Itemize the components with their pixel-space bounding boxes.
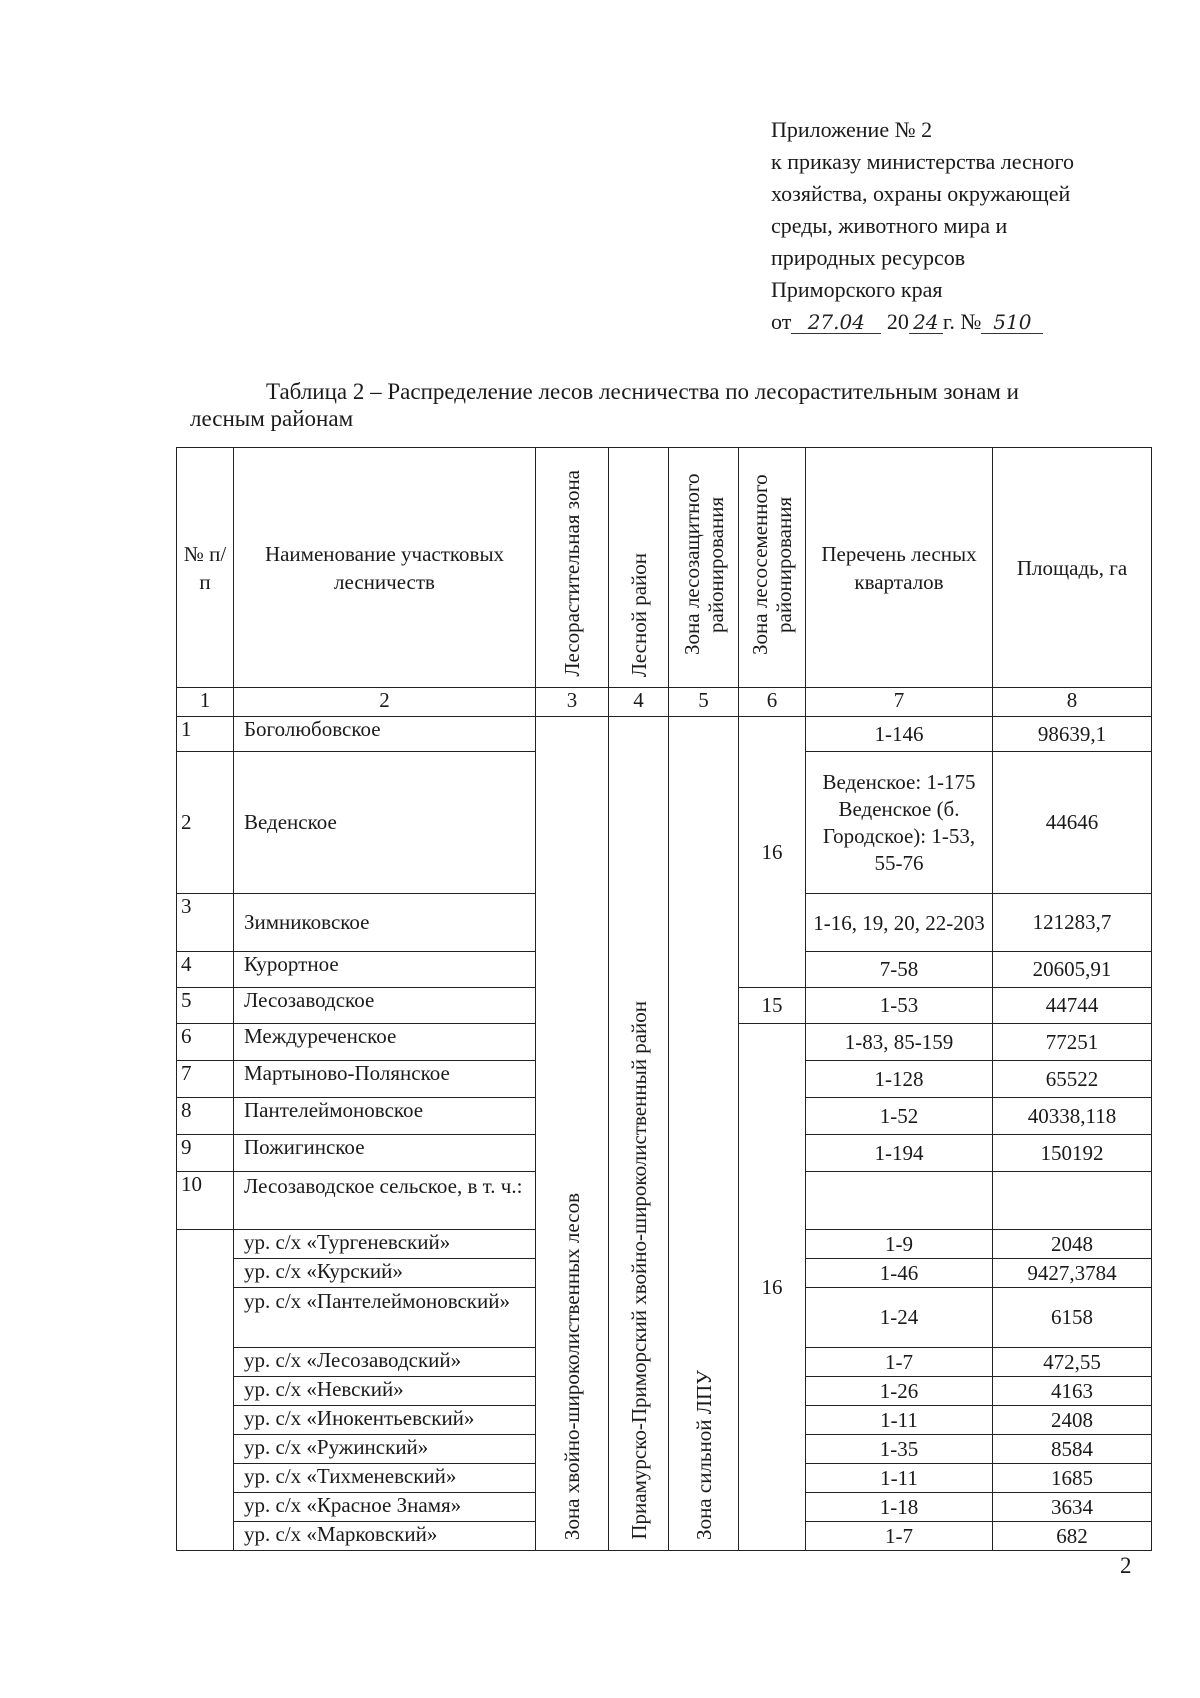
row-area: 1685 [993,1464,1152,1493]
header-protect-text: Зона лесозащитного районирования [679,473,728,656]
row-name: ур. с/х «Курский» [234,1259,536,1288]
merged-region-cell [609,717,669,1551]
row-num: 6 [177,1024,234,1061]
row-area: 77251 [993,1024,1152,1061]
row-quarters: 1-194 [806,1135,993,1172]
header-region-text: Лесной район [626,552,651,677]
caption-line-1: Таблица 2 – Распределение лесов лесничества по лесорастительным зонам и [266,379,1019,404]
row-name: Зимниковское [234,894,536,952]
col-number: 4 [609,688,669,717]
row-quarters: 1-46 [806,1259,993,1288]
row-area: 44744 [993,988,1152,1024]
col-number: 7 [806,688,993,717]
row-name: ур. с/х «Невский» [234,1377,536,1406]
merged-zone-cell [536,717,609,1551]
row-area: 8584 [993,1435,1152,1464]
row-name: Мартыново-Полянское [234,1061,536,1098]
seed-zone-cell: 16 [739,1024,806,1551]
row-quarters: 1-18 [806,1493,993,1522]
row-quarters: 1-7 [806,1522,993,1551]
row-area: 40338,118 [993,1098,1152,1135]
col-number: 5 [669,688,739,717]
seed-zone-cell: 15 [739,988,806,1024]
col-number: 1 [177,688,234,717]
row-num: 7 [177,1061,234,1098]
row-quarters: 1-35 [806,1435,993,1464]
header-quarters: Перечень лесных кварталов [806,448,993,688]
row-quarters [806,1172,993,1230]
row-quarters: 1-16, 19, 20, 22-203 [806,894,993,952]
row-quarters: 7-58 [806,952,993,988]
date-year-prefix: 20 [886,309,909,334]
header-name: Наименование участковых лесничеств [234,448,536,688]
row-area: 20605,91 [993,952,1152,988]
appendix-line: хозяйства, охраны окружающей [771,181,1071,206]
date-prefix: от [771,309,792,334]
row-name: Боголюбовское [234,717,536,752]
row-num: 1 [177,717,234,752]
row-name: ур. с/х «Красное Знамя» [234,1493,536,1522]
row-quarters: 1-146 [806,717,993,752]
merged-region-text: Приамурско-Приморский хвойно-широколиственный район [626,1001,651,1540]
row-area: 150192 [993,1135,1152,1172]
row-name: ур. с/х «Марковский» [234,1522,536,1551]
row-num: 4 [177,952,234,988]
col-number: 2 [234,688,536,717]
row-name: Лесозаводское [234,988,536,1024]
header-area: Площадь, га [993,448,1152,688]
row-name: ур. с/х «Лесозаводский» [234,1348,536,1377]
row-num: 2 [177,752,234,894]
row-num [177,1230,234,1551]
row-quarters: Веденское: 1-175 Веденское (б. Городское): 1-53, 55-76 [806,752,993,894]
row-num: 5 [177,988,234,1024]
col-number: 8 [993,688,1152,717]
appendix-line: Приложение № 2 [771,117,933,142]
row-name: Пожигинское [234,1135,536,1172]
date-day: 27.04 [791,311,881,334]
column-number-row [177,688,1152,717]
row-name: Междуреченское [234,1024,536,1061]
table-row [177,717,1152,752]
seed-zone-cell: 16 [739,717,806,988]
row-area: 65522 [993,1061,1152,1098]
row-area: 44646 [993,752,1152,894]
row-quarters: 1-52 [806,1098,993,1135]
header-row [177,448,1152,688]
row-num: 8 [177,1098,234,1135]
row-quarters: 1-7 [806,1348,993,1377]
row-area: 2048 [993,1230,1152,1259]
forest-distribution-table [176,447,1152,1551]
appendix-line: Приморского края [771,277,943,302]
row-area: 2408 [993,1406,1152,1435]
row-area: 9427,3784 [993,1259,1152,1288]
row-num: 9 [177,1135,234,1172]
header-region [609,448,669,688]
date-year-suffix: г. № [942,309,982,334]
row-area: 121283,7 [993,894,1152,952]
row-name: Пантелеймоновское [234,1098,536,1135]
col-number: 6 [739,688,806,717]
row-name: ур. с/х «Пантелеймоновский» [234,1288,536,1348]
appendix-line: природных ресурсов [771,245,966,270]
header-num: № п/п [177,448,234,688]
row-area: 6158 [993,1288,1152,1348]
row-quarters: 1-24 [806,1288,993,1348]
header-seed-text: Зона лесосеменного районирования [748,474,796,655]
appendix-line: к приказу министерства лесного [771,149,1075,174]
header-zone-text: Лесорастительная зона [560,470,584,677]
row-area: 3634 [993,1493,1152,1522]
merged-protect-cell [669,717,739,1551]
page-number: 2 [1120,1553,1132,1578]
row-quarters: 1-9 [806,1230,993,1259]
date-year: 24 [909,311,943,334]
row-quarters: 1-11 [806,1406,993,1435]
row-quarters: 1-83, 85-159 [806,1024,993,1061]
row-quarters: 1-11 [806,1464,993,1493]
order-number: 510 [981,311,1043,334]
header-seed [739,448,806,688]
row-name: ур. с/х «Тургеневский» [234,1230,536,1259]
row-quarters: 1-128 [806,1061,993,1098]
row-name: ур. с/х «Тихменевский» [234,1464,536,1493]
order-date-line [771,306,1131,338]
header-zone [536,448,609,688]
col-number: 3 [536,688,609,717]
row-name: ур. с/х «Ружинский» [234,1435,536,1464]
merged-protect-text: Зона сильной ЛПУ [691,1370,716,1540]
row-num: 10 [177,1172,234,1230]
row-area: 4163 [993,1377,1152,1406]
row-name: Курортное [234,952,536,988]
row-name: ур. с/х «Инокентьевский» [234,1406,536,1435]
row-quarters: 1-53 [806,988,993,1024]
header-protect [669,448,739,688]
merged-zone-text: Зона хвойно-широколиственных лесов [560,1192,584,1540]
row-quarters: 1-26 [806,1377,993,1406]
caption-line-2: лесным районам [190,406,354,431]
row-name: Веденское [234,752,536,894]
row-area: 682 [993,1522,1152,1551]
row-area: 98639,1 [993,717,1152,752]
table-caption [190,378,1150,432]
appendix-block [771,114,1131,338]
row-area: 472,55 [993,1348,1152,1377]
row-area [993,1172,1152,1230]
row-num: 3 [177,894,234,952]
row-name: Лесозаводское сельское, в т. ч.: [234,1172,536,1230]
appendix-line: среды, животного мира и [771,213,1008,238]
